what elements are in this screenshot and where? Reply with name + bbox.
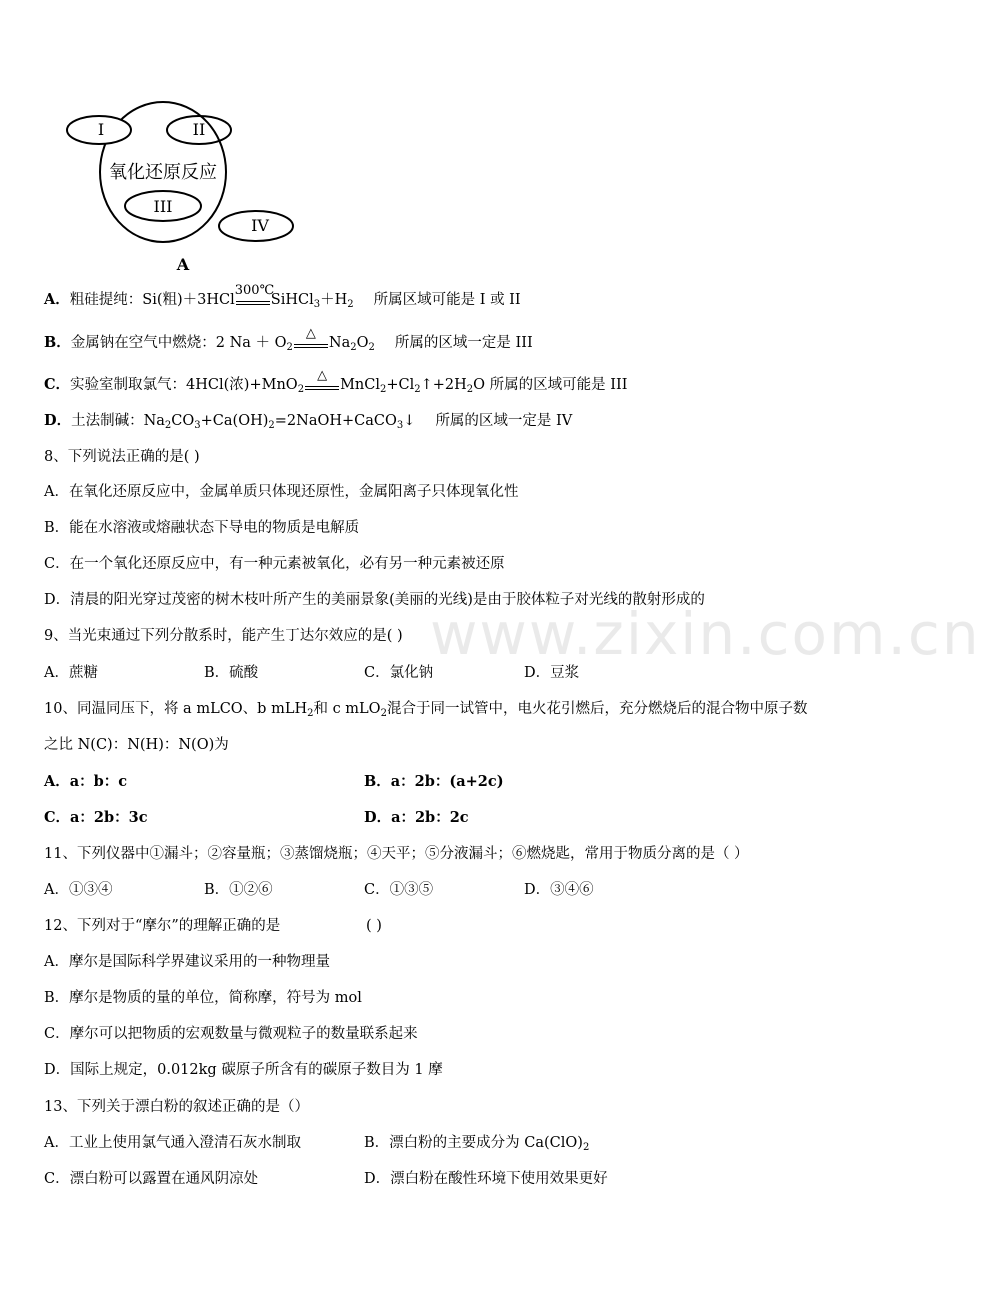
q8-option-b: B．能在水溶液或熔融状态下导电的物质是电解质 — [44, 520, 360, 536]
q10-option-b: B．a：2b：(a+2c) — [364, 773, 504, 790]
region-i-label: I — [97, 120, 105, 139]
condition-arrow: △ — [293, 333, 329, 353]
q9-option-b: B．硫酸 — [204, 665, 259, 681]
q9-option-d: D．豆浆 — [524, 665, 580, 681]
q10-stem-line2: 之比 N(C)：N(H)：N(O)为 — [44, 737, 229, 753]
redox-label: 氧化还原反应 — [109, 162, 217, 183]
q12-option-c: C．摩尔可以把物质的宏观数量与微观粒子的数量联系起来 — [44, 1026, 418, 1042]
q13-option-d: D．漂白粉在酸性环境下使用效果更好 — [364, 1171, 608, 1187]
q9-option-a: A．蔗糖 — [44, 665, 98, 681]
q7-option-d: D．土法制碱：$Na_2CO_3+Ca(OH)_2=2NaOH+CaCO_3↓$ 所属的区域一定是 IV — [44, 412, 573, 431]
q8-option-a: A．在氧化还原反应中，金属单质只体现还原性，金属阳离子只体现氧化性 — [44, 484, 519, 500]
q13-option-a: A．工业上使用氯气通入澄清石灰水制取 — [44, 1135, 301, 1151]
q8-stem: 8、下列说法正确的是( ) — [44, 449, 200, 465]
q10-option-c: C．a：2b：3c — [44, 809, 148, 826]
q10-option-d: D．a：2b：2c — [364, 809, 469, 826]
region-iv-label: IV — [251, 216, 269, 235]
q9-option-c: C．氯化钠 — [364, 665, 434, 681]
q13-stem: 13、下列关于漂白粉的叙述正确的是（） — [44, 1099, 309, 1115]
q7-option-b: B．金属钠在空气中燃烧：2 $Na + O_2$ △ $Na_2O_2$ 所属的区域一定是 III — [44, 326, 533, 353]
q13-option-b: B．漂白粉的主要成分为 $Ca(ClO)_2$ — [364, 1135, 590, 1153]
condition-arrow: △ — [304, 375, 340, 395]
q7-option-c: C．实验室制取氯气：4HCl(浓)+MnO$_2$ △ $MnCl_2+Cl_2↑+2H_2O$ 所属的区域可能是 III — [44, 368, 628, 395]
q7-option-a: A．粗硅提纯：Si(粗)＋3HCl 300℃ $SiHCl_3+H_2$ 所属区域可能是 I 或 II — [44, 283, 521, 310]
region-iii-label: III — [153, 197, 173, 216]
q8-option-c: C．在一个氧化还原反应中，有一种元素被氧化，必有另一种元素被还原 — [44, 556, 505, 572]
condition-arrow: 300℃ — [235, 290, 271, 310]
q11-option-d: D．③④⑥ — [524, 882, 594, 898]
q12-stem: 12、下列对于“摩尔”的理解正确的是 — [44, 918, 281, 934]
q12-paren: ( ) — [366, 918, 382, 934]
watermark: www.zixin.com.cn — [430, 600, 981, 668]
q12-option-b: B．摩尔是物质的量的单位，简称摩，符号为 mol — [44, 990, 362, 1006]
q10-option-a: A．a：b：c — [44, 773, 128, 790]
region-ii-label: II — [192, 120, 206, 139]
option-letter: A． — [44, 291, 70, 308]
q8-option-d: D．清晨的阳光穿过茂密的树木枝叶所产生的美丽景象(美丽的光线)是由于胶体粒子对光线的散射形成的 — [44, 592, 705, 608]
diagram-caption: A — [176, 255, 190, 274]
q11-option-c: C．①③⑤ — [364, 882, 434, 898]
q12-option-a: A．摩尔是国际科学界建议采用的一种物理量 — [44, 954, 330, 970]
q12-option-d: D．国际上规定，0.012kg 碳原子所含有的碳原子数目为 1 摩 — [44, 1062, 443, 1078]
q9-stem: 9、当光束通过下列分散系时，能产生丁达尔效应的是( ) — [44, 628, 403, 644]
q10-stem-line1: 10、同温同压下，将 a mLCO、b mLH$_2$和 c mLO$_2$混合于同一试管中，电火花引燃后，充分燃烧后的混合物中原子数 — [44, 701, 808, 719]
q13-option-c: C．漂白粉可以露置在通风阴凉处 — [44, 1171, 259, 1187]
q11-option-a: A．①③④ — [44, 882, 113, 898]
redox-venn-diagram — [60, 100, 310, 275]
q11-option-b: B．①②⑥ — [204, 882, 273, 898]
q11-stem: 11、下列仪器中①漏斗；②容量瓶；③蒸馏烧瓶；④天平；⑤分液漏斗；⑥燃烧匙，常用于物质分离的是（ ） — [44, 846, 749, 862]
